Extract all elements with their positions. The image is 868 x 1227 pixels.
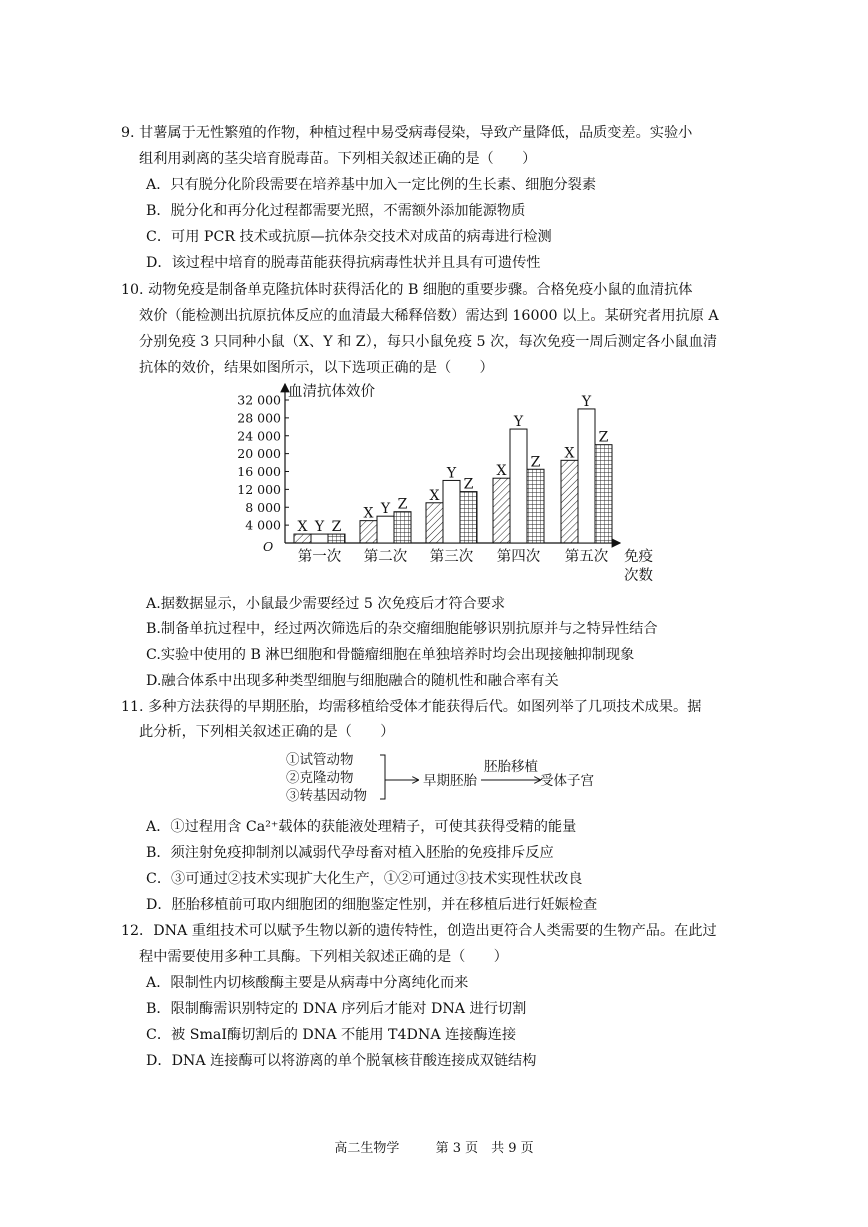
- bar-label-z: Z: [530, 454, 541, 471]
- bar-z: [328, 534, 345, 543]
- page-footer: [0, 1137, 868, 1156]
- bar-z: [527, 469, 544, 543]
- q10-stem-line-2: 效价（能检测出抗原抗体反应的血清最大稀释倍数）需达到 16000 以上。某研究者用抗原 A: [139, 308, 719, 324]
- q12-option-d: D．DNA 连接酶可以将游离的单个脱氧核苷酸连接成双链结构: [146, 1053, 537, 1069]
- bar-label-x: X: [297, 519, 308, 536]
- q10-stem-line-3: 分别免疫 3 只同种小鼠（X、Y 和 Z），每只小鼠免疫 5 次，每次免疫一周后测定各小鼠血清: [139, 334, 718, 350]
- q9-option-b: B．脱分化和再分化过程都需要光照，不需额外添加能源物质: [146, 203, 526, 219]
- q10-option-d: D.融合体系中出现多种类型细胞与细胞融合的随机性和融合率有关: [146, 673, 559, 689]
- y-tick-label: 32 000: [237, 392, 281, 408]
- bar-x: [493, 478, 510, 543]
- diagram-arrow-label: 胚胎移植: [484, 759, 538, 775]
- q9-option-c: C．可用 PCR 技术或抗原—抗体杂交技术对成苗的病毒进行检测: [146, 229, 552, 245]
- x-tick-label: 第二次: [363, 549, 408, 565]
- q10-stem-line-1: 10. 动物免疫是制备单克隆抗体时获得活化的 B 细胞的重要步骤。合格免疫小鼠的血清抗体: [121, 282, 693, 298]
- diagram-middle: 早期胚胎: [423, 773, 477, 789]
- antibody-titer-chart: [228, 376, 668, 588]
- y-tick-label: 28 000: [237, 410, 281, 426]
- q10-stem-line-4: 抗体的效价，结果如图所示，以下选项正确的是（ ）: [139, 360, 494, 376]
- bar-z: [595, 445, 612, 543]
- bar-y: [578, 409, 595, 543]
- diagram-item-2: ②克隆动物: [286, 770, 354, 786]
- q12-stem-line-2: 程中需要使用多种工具酶。下列相关叙述正确的是（ ）: [139, 949, 508, 965]
- bar-x: [561, 460, 578, 543]
- q9-stem-line-2: 组利用剥离的茎尖培育脱毒苗。下列相关叙述正确的是（ ）: [139, 151, 537, 167]
- bar-label-z: Z: [397, 496, 408, 513]
- q11-option-c: C．③可通过②技术实现扩大化生产，①②可通过③技术实现性状改良: [146, 871, 583, 887]
- q11-stem-line-1: 11. 多种方法获得的早期胚胎，均需移植给受体才能获得后代。如图列举了几项技术成果。据: [121, 699, 702, 715]
- bar-y: [443, 480, 460, 543]
- y-tick-label: 8 000: [245, 499, 281, 515]
- bar-label-z: Z: [331, 519, 342, 536]
- q12-stem-line-1: 12．DNA 重组技术可以赋予生物以新的遗传特性，创造出更符合人类需要的生物产品。在此过: [121, 923, 717, 939]
- diagram-item-3: ③转基因动物: [286, 788, 367, 804]
- footer-page-number: 第 3 页 共 9 页: [435, 1141, 534, 1156]
- q12-option-a: A．限制性内切核酸酶主要是从病毒中分离纯化而来: [146, 975, 469, 991]
- bar-y: [510, 429, 527, 543]
- bar-label-y: Y: [581, 393, 592, 410]
- origin-label: O: [263, 539, 274, 554]
- bar-label-z: Z: [598, 429, 609, 446]
- q12-option-c: C．被 SmaⅠ酶切割后的 DNA 不能用 T4DNA 连接酶连接: [146, 1027, 517, 1043]
- q12-option-b: B．限制酶需识别特定的 DNA 序列后才能对 DNA 进行切割: [146, 1001, 527, 1017]
- x-axis-label-line-2: 次数: [624, 568, 653, 584]
- diagram-item-1: ①试管动物: [286, 752, 354, 768]
- q11-option-a: A．①过程用含 Ca²⁺载体的获能液处理精子，可使其获得受精的能量: [146, 819, 577, 835]
- bar-label-y: Y: [314, 519, 325, 536]
- q10-option-a: A.据数据显示，小鼠最少需要经过 5 次免疫后才符合要求: [146, 596, 506, 612]
- x-tick-label: 第五次: [564, 549, 609, 565]
- q9-option-a: A．只有脱分化阶段需要在培养基中加入一定比例的生长素、细胞分裂素: [146, 177, 597, 193]
- bar-y: [377, 516, 394, 543]
- y-tick-label: 20 000: [237, 446, 281, 462]
- q11-stem-line-2: 此分析，下列相关叙述正确的是（ ）: [139, 724, 395, 740]
- x-axis-label-line-1: 免疫: [624, 549, 653, 565]
- q10-option-b: B.制备单抗过程中，经过两次筛选后的杂交瘤细胞能够识别抗原并与之特异性结合: [146, 621, 658, 637]
- bar-label-x: X: [363, 505, 374, 522]
- x-tick-label: 第一次: [297, 549, 342, 565]
- bar-label-y: Y: [513, 414, 524, 431]
- y-tick-label: 4 000: [245, 517, 281, 533]
- bar-label-x: X: [429, 487, 440, 504]
- bar-label-y: Y: [446, 465, 457, 482]
- q10-option-c: C.实验中使用的 B 淋巴细胞和骨髓瘤细胞在单独培养时均会出现接触抑制现象: [146, 647, 635, 663]
- x-tick-label: 第三次: [429, 549, 474, 565]
- diagram-brace: [380, 755, 385, 799]
- y-tick-label: 24 000: [237, 428, 281, 444]
- bar-label-y: Y: [380, 501, 391, 518]
- footer-subject: 高二生物学: [334, 1141, 400, 1156]
- bar-label-x: X: [564, 445, 575, 462]
- bar-label-z: Z: [463, 476, 474, 493]
- bar-y: [311, 534, 328, 543]
- y-tick-label: 12 000: [237, 481, 281, 497]
- y-axis-label: 血清抗体效价: [288, 384, 375, 400]
- bar-x: [360, 521, 377, 543]
- bar-x: [294, 534, 311, 543]
- q11-option-b: B．须注射免疫抑制剂以减弱代孕母畜对植入胚胎的免疫排斥反应: [146, 845, 554, 861]
- x-tick-label: 第四次: [496, 549, 541, 565]
- bar-z: [394, 512, 411, 543]
- q9-stem-line-1: 9. 甘薯属于无性繁殖的作物，种植过程中易受病毒侵染，导致产量降低，品质变差。实验小: [121, 125, 693, 141]
- embryo-transfer-diagram: [282, 749, 622, 807]
- y-tick-label: 16 000: [237, 464, 281, 479]
- bar-z: [460, 492, 477, 543]
- q9-option-d: D．该过程中培育的脱毒苗能获得抗病毒性状并且具有可遗传性: [146, 255, 541, 271]
- q11-option-d: D．胚胎移植前可取内细胞团的细胞鉴定性别，并在移植后进行妊娠检查: [146, 897, 598, 913]
- diagram-end: 受体子宫: [540, 773, 594, 789]
- bar-label-x: X: [496, 463, 507, 480]
- bar-x: [426, 503, 443, 543]
